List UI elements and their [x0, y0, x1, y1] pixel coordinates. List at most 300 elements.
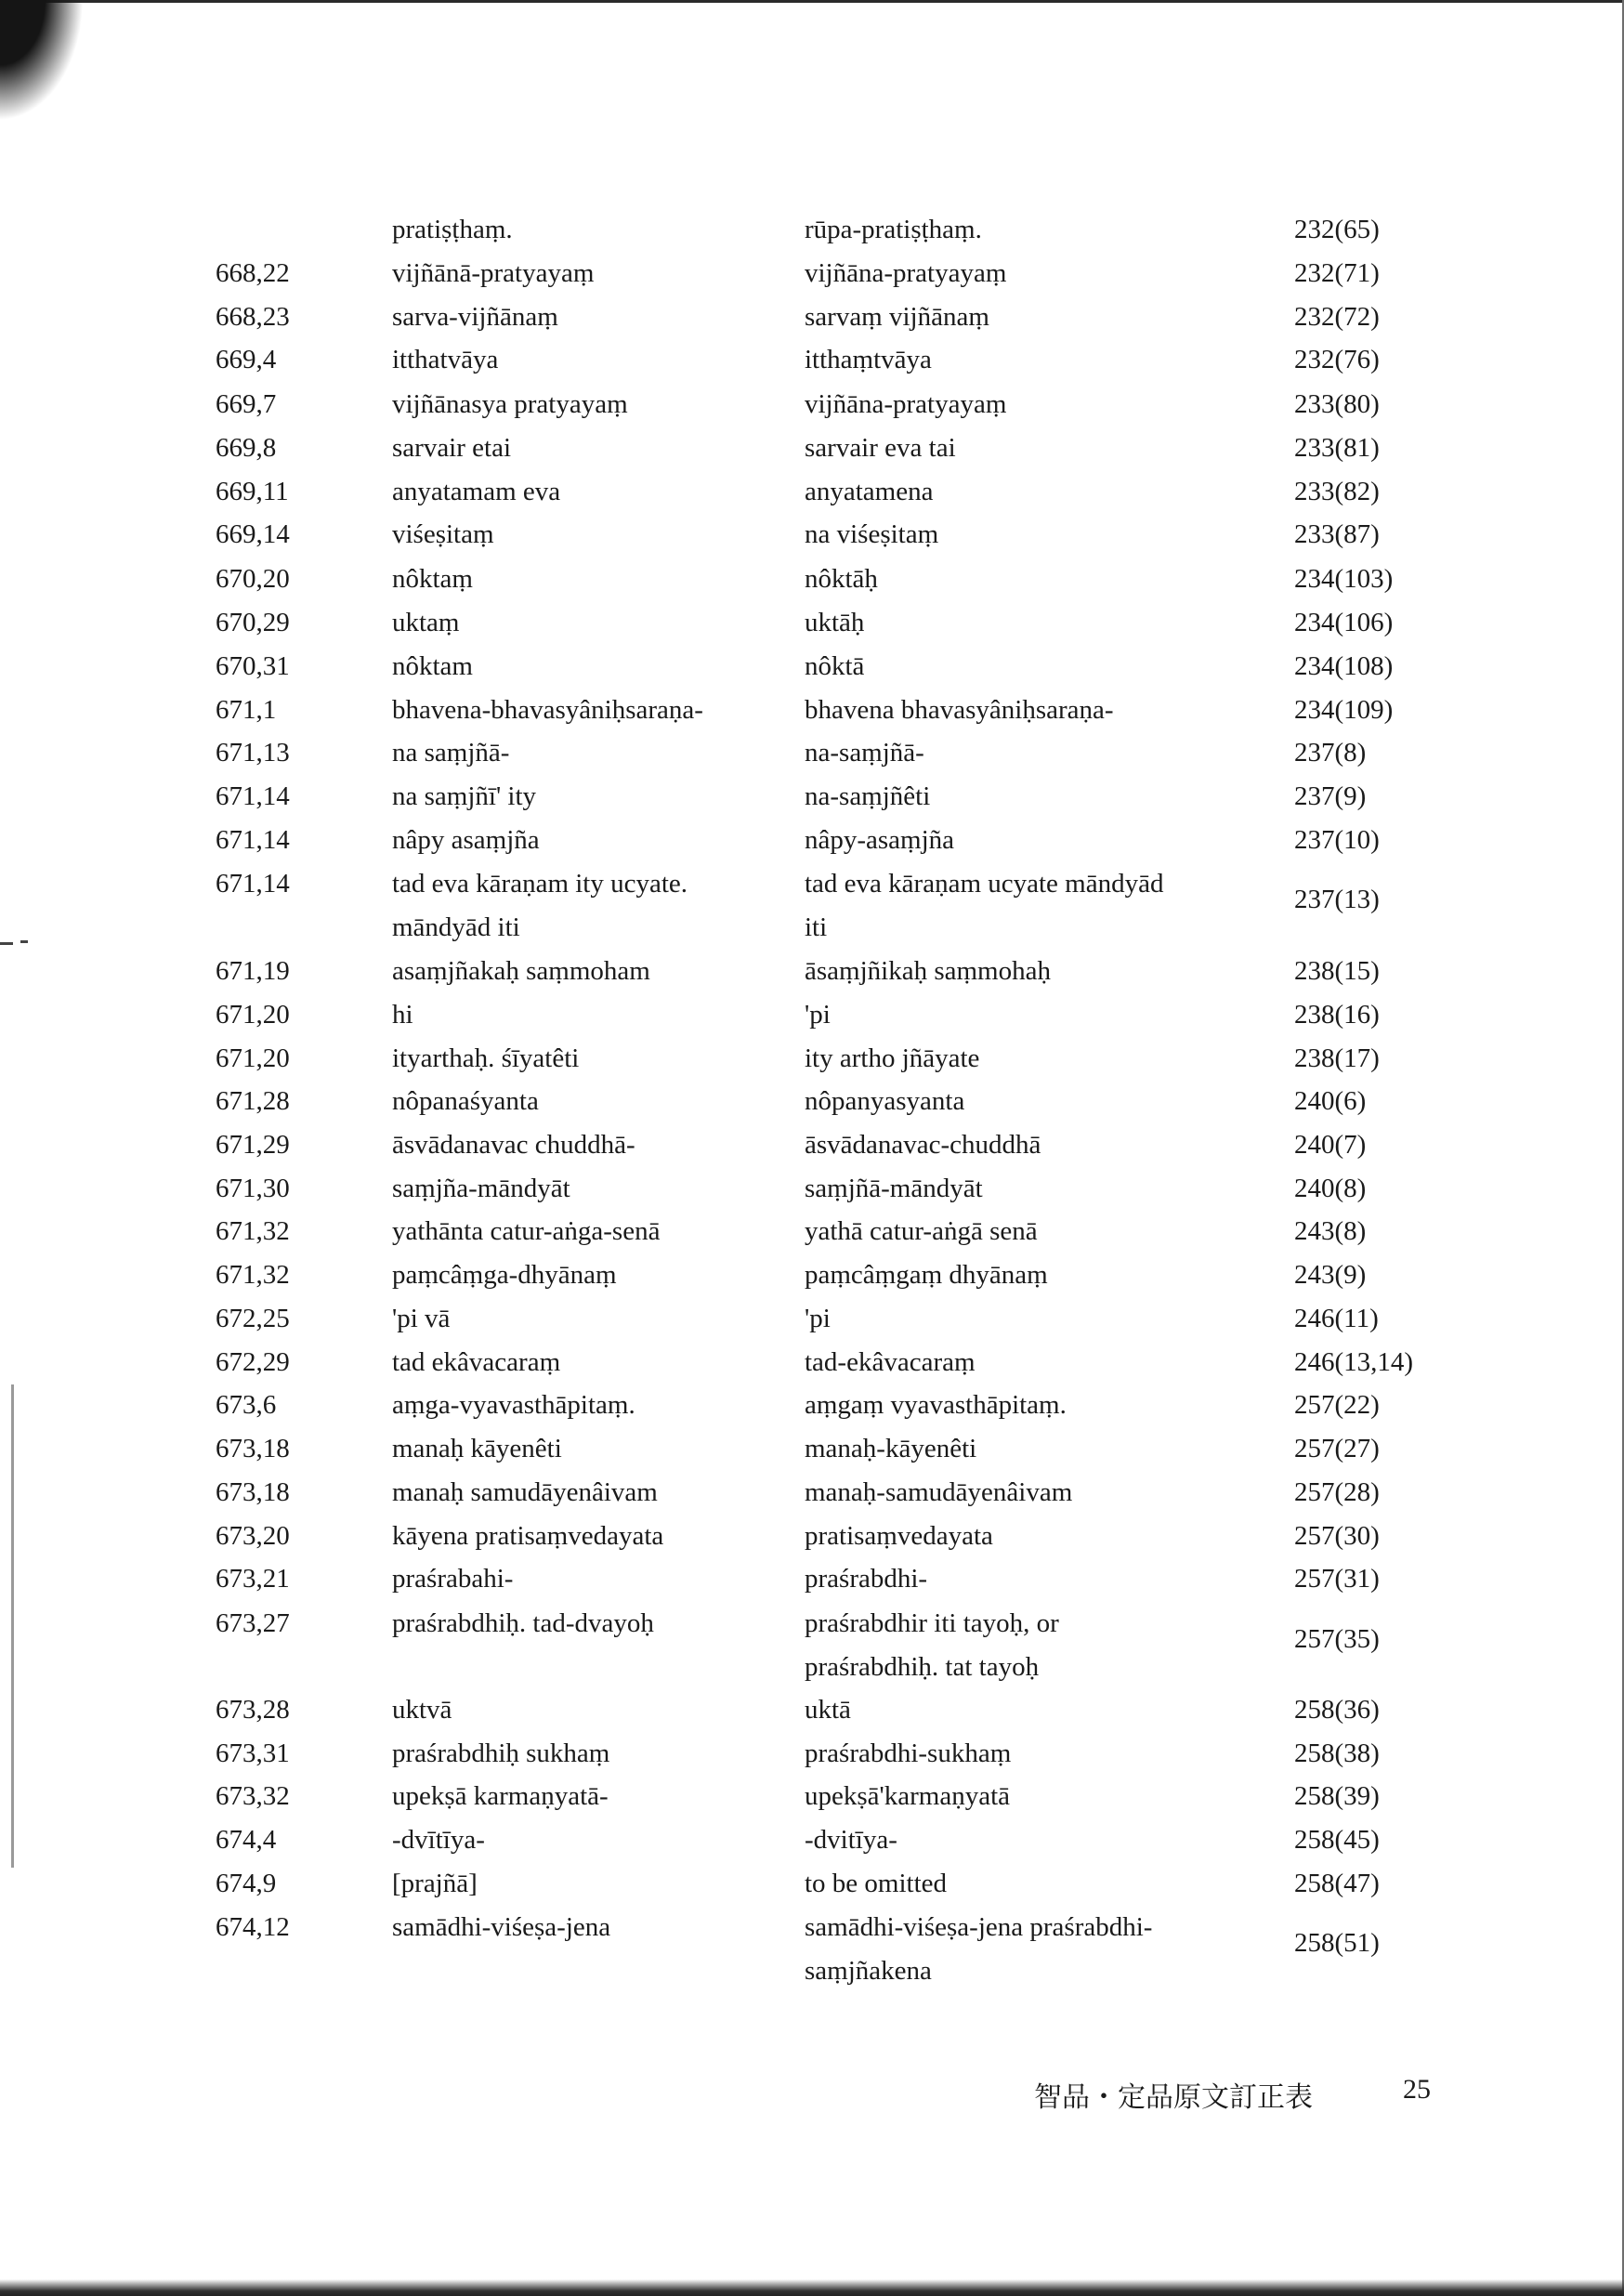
page-cell — [1294, 1391, 1380, 1419]
corrected-cell — [805, 1826, 897, 1854]
corrected-cell-line1: paṃcâṃgaṃ dhyānaṃ — [805, 1260, 1048, 1290]
corrected-cell — [805, 434, 956, 462]
corrected-cell — [805, 520, 938, 548]
ref-cell-line1: 671,19 — [216, 956, 290, 986]
corrected-cell-line1: rūpa-pratiṣṭhaṃ. — [805, 215, 982, 244]
ref-cell — [216, 1739, 290, 1767]
ref-cell — [216, 652, 290, 680]
ref-cell — [216, 259, 290, 287]
original-cell-line1: [prajñā] — [392, 1869, 478, 1898]
original-cell — [392, 303, 558, 331]
original-cell — [392, 1435, 562, 1463]
page-cell — [1294, 1217, 1366, 1245]
ref-cell — [216, 346, 276, 374]
corrected-cell-line1: sarvaṃ vijñānaṃ — [805, 302, 989, 332]
ref-cell-line1: 671,32 — [216, 1216, 290, 1246]
ref-cell — [216, 1782, 290, 1810]
corrected-cell-line1: praśrabdhir iti tayoḥ, or — [805, 1608, 1059, 1638]
original-cell-line1: asaṃjñakaḥ saṃmoham — [392, 956, 650, 986]
page-cell — [1294, 1001, 1380, 1029]
page-cell — [1294, 1305, 1379, 1332]
corrected-cell-line1: ity artho jñāyate — [805, 1043, 980, 1073]
original-cell — [392, 1131, 635, 1159]
corrected-cell-line1: tad-ekâvacaraṃ — [805, 1347, 976, 1377]
ref-cell-line1: 671,20 — [216, 1043, 290, 1073]
corrected-cell-line1: uktāḥ — [805, 608, 865, 637]
corrected-cell — [805, 1217, 1038, 1245]
corrected-cell — [805, 1131, 1041, 1159]
corrected-cell-line1: nôpanyasyanta — [805, 1086, 965, 1116]
corrected-cell-line1: manaḥ-kāyenêti — [805, 1434, 977, 1463]
ref-cell — [216, 434, 276, 462]
original-cell-line1: anyatamam eva — [392, 477, 561, 506]
corrected-cell — [805, 1391, 1067, 1419]
original-cell — [392, 1565, 513, 1593]
corrected-cell-line2: iti — [805, 912, 828, 942]
corrected-cell-line1: 'pi — [805, 1304, 831, 1333]
page-cell-line1: 237(8) — [1294, 738, 1367, 768]
original-cell-line1: saṃjña-māndyāt — [392, 1174, 570, 1203]
ref-cell-line1: 673,32 — [216, 1781, 290, 1811]
original-cell-line1: sarva-vijñānaṃ — [392, 302, 558, 332]
original-cell-line1: itthatvāya — [392, 345, 499, 374]
ref-cell-line1: 673,28 — [216, 1695, 290, 1725]
ref-cell-line1: 671,30 — [216, 1174, 290, 1203]
page-cell-line1: 258(39) — [1294, 1781, 1380, 1811]
ref-cell — [216, 520, 290, 548]
page-cell-line1: 258(45) — [1294, 1825, 1380, 1855]
scan-bottom-edge — [0, 2279, 1624, 2296]
ref-cell-line1: 671,28 — [216, 1086, 290, 1116]
page-cell-line1: 240(7) — [1294, 1130, 1367, 1160]
original-cell — [392, 1087, 539, 1115]
ref-cell-line1: 669,7 — [216, 389, 277, 419]
page-cell — [1294, 652, 1393, 680]
page-cell — [1294, 1696, 1380, 1724]
ref-cell-line1: 673,31 — [216, 1738, 290, 1768]
corrected-cell-line1: nâpy-asaṃjña — [805, 825, 955, 855]
corrected-cell — [805, 346, 932, 374]
ref-cell-line1: 672,29 — [216, 1347, 290, 1377]
original-cell-line1: sarvair etai — [392, 433, 512, 463]
original-cell-line1: pratiṣṭhaṃ. — [392, 215, 513, 244]
corrected-cell-line1: sarvair eva tai — [805, 433, 956, 463]
page-cell-line1: 237(9) — [1294, 781, 1367, 811]
ref-cell-line1: 673,18 — [216, 1434, 290, 1463]
page-cell-line1: 234(103) — [1294, 564, 1394, 594]
ref-cell — [216, 1696, 290, 1724]
original-cell-line1: uktaṃ — [392, 608, 460, 637]
original-cell — [392, 1522, 663, 1550]
corrected-cell — [805, 1305, 831, 1332]
original-cell-line1: 'pi vā — [392, 1304, 451, 1333]
ref-cell — [216, 565, 290, 593]
ref-cell-line1: 673,21 — [216, 1564, 290, 1594]
ref-cell — [216, 870, 290, 898]
original-cell — [392, 826, 540, 854]
corrected-cell-line2: praśrabdhiḥ. tat tayoḥ — [805, 1652, 1040, 1682]
page-cell — [1294, 826, 1380, 854]
page-cell-line1: 232(65) — [1294, 215, 1380, 244]
original-cell-line1: āsvādanavac chuddhā- — [392, 1130, 635, 1160]
corrected-cell-line1: samādhi-viśeṣa-jena praśrabdhi- — [805, 1912, 1153, 1942]
corrected-cell-line1: -dvitīya- — [805, 1825, 897, 1855]
original-cell — [392, 1391, 635, 1419]
ref-cell — [216, 1217, 290, 1245]
page-cell — [1294, 259, 1380, 287]
ref-cell — [216, 1174, 290, 1202]
page-cell-line1: 234(106) — [1294, 608, 1394, 637]
ref-cell — [216, 1044, 290, 1072]
original-cell — [392, 1174, 570, 1202]
original-cell-line1: nâpy asaṃjña — [392, 825, 540, 855]
ref-cell-line1: 671,32 — [216, 1260, 290, 1290]
corrected-cell — [805, 782, 930, 810]
page-cell — [1294, 1261, 1366, 1289]
page-cell — [1294, 1478, 1380, 1506]
corrected-cell — [805, 478, 933, 505]
corrected-cell-line1: uktā — [805, 1695, 851, 1725]
original-cell — [392, 957, 650, 985]
ref-cell-line1: 672,25 — [216, 1304, 290, 1333]
original-cell — [392, 1696, 452, 1724]
corrected-cell-line1: anyatamena — [805, 477, 934, 506]
corrected-cell — [805, 1870, 947, 1897]
corrected-cell-line1: nôktā — [805, 651, 865, 681]
original-cell — [392, 1305, 450, 1332]
corrected-cell — [805, 303, 989, 331]
corrected-cell-line1: yathā catur-aṅgā senā — [805, 1216, 1038, 1246]
page-cell-line1: 237(10) — [1294, 825, 1380, 855]
original-cell — [392, 1217, 660, 1245]
corrected-cell — [805, 1001, 831, 1029]
ref-cell-line1: 674,9 — [216, 1869, 277, 1898]
original-cell-line1: viśeṣitaṃ — [392, 519, 494, 549]
page-cell — [1294, 520, 1380, 548]
corrected-cell-line1: upekṣā'karmaṇyatā — [805, 1781, 1011, 1811]
page-cell — [1294, 390, 1380, 418]
ref-cell-line1: 673,20 — [216, 1521, 290, 1551]
corrected-cell — [805, 1739, 1011, 1767]
corrected-cell-line1: itthaṃtvāya — [805, 345, 932, 374]
original-cell-line1: vijñānasya pratyayaṃ — [392, 389, 628, 419]
original-cell — [392, 1261, 617, 1289]
scan-edge-mark — [11, 1384, 14, 1868]
original-cell-line1: nôktaṃ — [392, 564, 473, 594]
page-cell-line1: 232(76) — [1294, 345, 1380, 374]
corrected-cell — [805, 1348, 976, 1376]
corrected-cell — [805, 1044, 979, 1072]
original-cell-line1: nôpanaśyanta — [392, 1086, 539, 1116]
original-cell — [392, 696, 703, 724]
page-cell — [1294, 565, 1393, 593]
page-cell-line1: 257(22) — [1294, 1390, 1380, 1420]
ref-cell — [216, 1913, 290, 1941]
ref-cell — [216, 957, 290, 985]
original-cell-line1: praśrabdhiḥ. tad-dvayoḥ — [392, 1608, 654, 1638]
page-cell-line1: 238(17) — [1294, 1043, 1380, 1073]
ref-cell — [216, 1087, 290, 1115]
original-cell — [392, 390, 628, 418]
corrected-cell — [805, 870, 1163, 941]
corrected-cell-line1: aṃgaṃ vyavasthāpitaṃ. — [805, 1390, 1067, 1420]
ref-cell — [216, 696, 276, 724]
original-cell — [392, 1913, 610, 1941]
page-cell-line1: 257(30) — [1294, 1521, 1380, 1551]
ref-cell — [216, 1131, 290, 1159]
page-cell-line1: 243(8) — [1294, 1216, 1367, 1246]
page-cell-line1: 238(16) — [1294, 1000, 1380, 1030]
original-cell — [392, 434, 511, 462]
page-cell-line1: 258(47) — [1294, 1869, 1380, 1898]
page-cell-line1: 232(71) — [1294, 258, 1380, 288]
original-cell — [392, 478, 560, 505]
original-cell — [392, 520, 494, 548]
original-cell — [392, 1001, 413, 1029]
original-cell-line1: na saṃjñā- — [392, 738, 510, 768]
page-cell-line1: 232(72) — [1294, 302, 1380, 332]
original-cell-line1: -dvītīya- — [392, 1825, 485, 1855]
corrected-cell-line1: bhavena bhavasyâniḥsaraṇa- — [805, 695, 1114, 725]
ref-cell — [216, 1565, 290, 1593]
page-cell-line1: 243(9) — [1294, 1260, 1367, 1290]
corrected-cell — [805, 826, 954, 854]
original-cell-line1: samādhi-viśeṣa-jena — [392, 1912, 611, 1942]
ref-cell — [216, 390, 276, 418]
original-cell — [392, 609, 460, 636]
corrected-cell — [805, 216, 982, 243]
original-cell-line1: aṃga-vyavasthāpitaṃ. — [392, 1390, 635, 1420]
original-cell-line1: manaḥ samudāyenâivam — [392, 1477, 658, 1507]
page-cell — [1294, 609, 1393, 636]
page-cell — [1294, 1870, 1380, 1897]
page-cell-line1: 258(38) — [1294, 1738, 1380, 1768]
corrected-cell-line1: na viśeṣitaṃ — [805, 519, 939, 549]
ref-cell — [216, 1305, 290, 1332]
original-cell-line1: manaḥ kāyenêti — [392, 1434, 562, 1463]
ref-cell — [216, 782, 290, 810]
original-cell — [392, 1782, 609, 1810]
corrected-cell-line1: tad eva kāraṇam ucyate māndyād — [805, 869, 1164, 899]
corrected-cell — [805, 1087, 964, 1115]
ref-cell-line1: 668,23 — [216, 302, 290, 332]
page-cell-line1: 240(8) — [1294, 1174, 1367, 1203]
original-cell — [392, 739, 509, 767]
ref-cell — [216, 1261, 290, 1289]
original-cell-line1: praśrabdhiḥ sukhaṃ — [392, 1738, 610, 1768]
original-cell-line2: māndyād iti — [392, 912, 520, 942]
page-cell — [1294, 696, 1393, 724]
corrected-cell-line2: saṃjñakena — [805, 1956, 932, 1986]
corrected-cell — [805, 1478, 1072, 1506]
original-cell-line1: kāyena pratisaṃvedayata — [392, 1521, 664, 1551]
ref-cell — [216, 1478, 290, 1506]
corrected-cell-line1: 'pi — [805, 1000, 831, 1030]
page-cell-line1: 233(80) — [1294, 389, 1380, 419]
scan-corner-shadow — [0, 0, 84, 121]
ref-cell — [216, 1391, 276, 1419]
corrected-cell-line1: āsvādanavac-chuddhā — [805, 1130, 1041, 1160]
ref-cell — [216, 609, 290, 636]
page-cell — [1294, 1609, 1380, 1653]
corrected-cell-line1: nôktāḥ — [805, 564, 878, 594]
ref-cell — [216, 1522, 290, 1550]
ref-cell — [216, 303, 290, 331]
page-cell-line1: 233(87) — [1294, 519, 1380, 549]
page-cell — [1294, 1782, 1380, 1810]
original-cell — [392, 1826, 485, 1854]
ref-cell-line1: 670,31 — [216, 651, 290, 681]
original-cell-line1: bhavena-bhavasyâniḥsaraṇa- — [392, 695, 703, 725]
page-cell-line1: 234(109) — [1294, 695, 1394, 725]
corrected-cell — [805, 1522, 993, 1550]
corrected-cell — [805, 1261, 1048, 1289]
corrected-cell — [805, 609, 864, 636]
corrected-cell-line1: na-saṃjñêti — [805, 781, 931, 811]
corrected-cell-line1: saṃjñā-māndyāt — [805, 1174, 983, 1203]
ref-cell — [216, 1609, 290, 1637]
page-cell — [1294, 346, 1380, 374]
ref-cell-line1: 671,29 — [216, 1130, 290, 1160]
page-cell — [1294, 782, 1366, 810]
page-cell-line1: 246(11) — [1294, 1304, 1379, 1333]
ref-cell-line1: 670,20 — [216, 564, 290, 594]
page-cell — [1294, 957, 1380, 985]
ref-cell — [216, 1348, 290, 1376]
page-cell-line1: 233(82) — [1294, 477, 1380, 506]
page-cell — [1294, 1131, 1366, 1159]
page-cell-line1: 238(15) — [1294, 956, 1380, 986]
corrected-cell — [805, 1609, 1059, 1681]
page-cell — [1294, 216, 1380, 243]
original-cell-line1: yathānta catur-aṅga-senā — [392, 1216, 661, 1246]
original-cell-line1: praśrabahi- — [392, 1564, 514, 1594]
ref-cell — [216, 739, 290, 767]
original-cell — [392, 346, 498, 374]
original-cell-line1: vijñānā-pratyayaṃ — [392, 258, 595, 288]
page-cell — [1294, 1565, 1380, 1593]
ref-cell-line1: 674,4 — [216, 1825, 277, 1855]
ref-cell — [216, 1001, 290, 1029]
page-cell-line1: 258(36) — [1294, 1695, 1380, 1725]
original-cell-line1: ityarthaḥ. śīyatêti — [392, 1043, 580, 1073]
ref-cell-line1: 671,13 — [216, 738, 290, 768]
page-cell-line1: 246(13,14) — [1294, 1347, 1414, 1377]
ref-cell — [216, 1870, 276, 1897]
corrected-cell-line1: vijñāna-pratyayaṃ — [805, 389, 1007, 419]
corrected-cell — [805, 259, 1006, 287]
ref-cell-line1: 669,4 — [216, 345, 277, 374]
ref-cell-line1: 671,20 — [216, 1000, 290, 1030]
original-cell — [392, 1739, 609, 1767]
page-cell — [1294, 1913, 1380, 1957]
original-cell — [392, 1478, 658, 1506]
page-cell — [1294, 1087, 1366, 1115]
corrected-cell — [805, 957, 1051, 985]
ref-cell-line1: 671,1 — [216, 695, 277, 725]
ref-cell-line1: 674,12 — [216, 1912, 290, 1942]
corrected-cell — [805, 1696, 851, 1724]
corrected-cell-line1: pratisaṃvedayata — [805, 1521, 993, 1551]
page-cell-line1: 257(28) — [1294, 1477, 1380, 1507]
page-cell — [1294, 1348, 1413, 1376]
corrected-cell — [805, 390, 1006, 418]
original-cell — [392, 652, 473, 680]
page-cell-line2: 237(13) — [1294, 885, 1380, 914]
corrected-cell-line1: āsaṃjñikaḥ saṃmohaḥ — [805, 956, 1051, 986]
page-cell-line1: 234(108) — [1294, 651, 1394, 681]
original-cell — [392, 216, 513, 243]
page-cell — [1294, 1826, 1380, 1854]
corrected-cell-line1: to be omitted — [805, 1869, 948, 1898]
corrected-cell-line1: na-saṃjñā- — [805, 738, 924, 768]
page-cell-line1: 233(81) — [1294, 433, 1380, 463]
ref-cell — [216, 478, 289, 505]
page-cell-line1: 257(31) — [1294, 1564, 1380, 1594]
page-cell — [1294, 303, 1380, 331]
page-cell — [1294, 478, 1380, 505]
corrected-cell — [805, 565, 878, 593]
ref-cell-line1: 673,18 — [216, 1477, 290, 1507]
ref-cell — [216, 1435, 290, 1463]
scan-top-edge — [0, 0, 1624, 3]
original-cell-line1: na saṃjñī' ity — [392, 781, 537, 811]
original-cell-line1: uktvā — [392, 1695, 452, 1725]
ref-cell — [216, 1826, 276, 1854]
corrected-cell — [805, 1174, 983, 1202]
ref-cell-line1: 669,11 — [216, 477, 289, 506]
corrected-cell-line1: manaḥ-samudāyenâivam — [805, 1477, 1073, 1507]
original-cell — [392, 1348, 560, 1376]
ref-cell-line1: 673,27 — [216, 1608, 290, 1638]
ref-cell-line1: 669,14 — [216, 519, 290, 549]
ref-cell-line1: 673,6 — [216, 1390, 277, 1420]
original-cell-line1: tad ekâvacaraṃ — [392, 1347, 561, 1377]
page-cell-line1: 257(27) — [1294, 1434, 1380, 1463]
ref-cell — [216, 826, 290, 854]
ref-cell-line1: 671,14 — [216, 869, 290, 899]
original-cell — [392, 1870, 478, 1897]
ref-cell-line1: 671,14 — [216, 781, 290, 811]
original-cell-line1: tad eva kāraṇam ity ucyate. — [392, 869, 688, 899]
original-cell-line1: paṃcâṃga-dhyānaṃ — [392, 1260, 617, 1290]
page-cell — [1294, 1435, 1380, 1463]
corrected-cell-line1: praśrabdhi-sukhaṃ — [805, 1738, 1012, 1768]
corrected-cell — [805, 1913, 1152, 1985]
original-cell — [392, 782, 536, 810]
page-cell-line1: 240(6) — [1294, 1086, 1367, 1116]
corrected-cell — [805, 1782, 1010, 1810]
corrected-cell — [805, 1565, 927, 1593]
corrected-cell-line1: vijñāna-pratyayaṃ — [805, 258, 1007, 288]
scan-edge-mark — [0, 942, 13, 945]
page-number: 25 — [1403, 2074, 1431, 2105]
page-cell — [1294, 870, 1380, 913]
page-cell-line2: 257(35) — [1294, 1624, 1380, 1654]
page-cell — [1294, 1522, 1380, 1550]
original-cell-line1: upekṣā karmaṇyatā- — [392, 1781, 609, 1811]
page-cell-line2: 258(51) — [1294, 1928, 1380, 1958]
ref-cell-line1: 671,14 — [216, 825, 290, 855]
corrected-cell — [805, 652, 864, 680]
page-cell — [1294, 1739, 1380, 1767]
page-cell — [1294, 1044, 1380, 1072]
original-cell — [392, 870, 688, 941]
page-cell — [1294, 739, 1366, 767]
original-cell-line1: hi — [392, 1000, 413, 1030]
corrected-cell — [805, 696, 1114, 724]
ref-cell-line1: 669,8 — [216, 433, 277, 463]
